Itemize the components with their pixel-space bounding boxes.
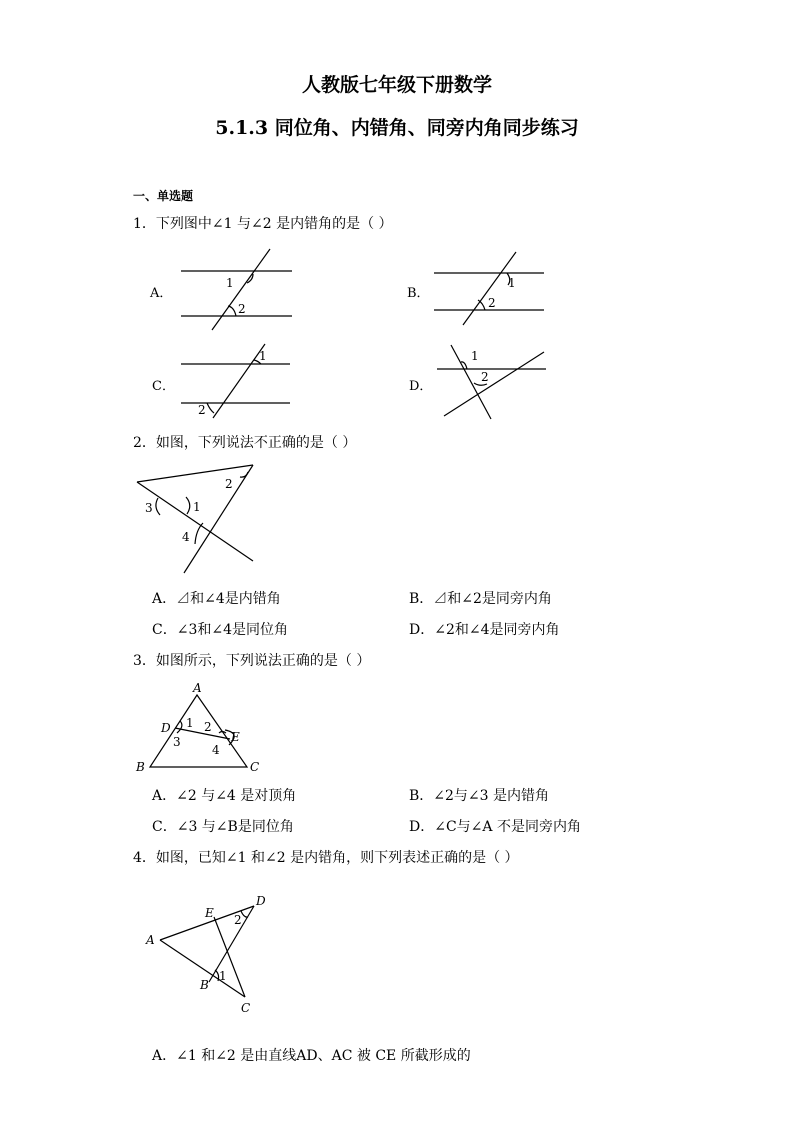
question-1-option-b[interactable]: B． bbox=[407, 286, 430, 301]
angle-label-1: 1 bbox=[471, 349, 479, 363]
question-3-option-b[interactable]: B．∠2与∠3 是内错角 bbox=[409, 788, 550, 804]
question-2-option-d[interactable]: D．∠2和∠4是同旁内角 bbox=[409, 622, 560, 638]
angle-label-1: 1 bbox=[259, 349, 267, 363]
question-4-stem: 4．如图，已知∠1 和∠2 是内错角，则下列表述正确的是（ ） bbox=[133, 850, 519, 866]
question-3-stem: 3．如图所示，下列说法正确的是（ ） bbox=[133, 653, 371, 669]
question-3-option-c[interactable]: C．∠3 与∠B是同位角 bbox=[152, 819, 294, 835]
angle-label-2: 2 bbox=[238, 302, 246, 316]
angle-label-4: 4 bbox=[182, 530, 190, 544]
point-label-a: A bbox=[193, 681, 202, 695]
point-label-b: B bbox=[200, 978, 209, 992]
angle-label-2: 2 bbox=[481, 370, 489, 384]
angle-label-3: 3 bbox=[173, 735, 181, 749]
question-2-option-c[interactable]: C．∠3和∠4是同位角 bbox=[152, 622, 288, 638]
question-1-stem: 1．下列图中∠1 与∠2 是内错角的是（ ） bbox=[133, 216, 393, 232]
angle-label-1: 1 bbox=[219, 969, 227, 983]
angle-label-2: 2 bbox=[225, 477, 233, 491]
angle-label-1: 1 bbox=[193, 500, 201, 514]
question-2-stem: 2．如图，下列说法不正确的是（ ） bbox=[133, 435, 357, 451]
section-heading: 一、单选题 bbox=[133, 189, 194, 203]
question-3-option-a[interactable]: A．∠2 与∠4 是对顶角 bbox=[152, 788, 297, 804]
page-subtitle: 5.1.3 同位角、内错角、同旁内角同步练习 bbox=[215, 117, 579, 139]
point-label-c: C bbox=[250, 760, 260, 774]
question-4-option-a[interactable]: A．∠1 和∠2 是由直线AD、AC 被 CE 所截形成的 bbox=[152, 1048, 471, 1064]
question-1-option-a[interactable]: A． bbox=[150, 286, 173, 301]
angle-label-4: 4 bbox=[212, 743, 220, 757]
point-label-d: D bbox=[256, 894, 266, 908]
angle-label-1: 1 bbox=[226, 276, 234, 290]
question-1-option-d[interactable]: D． bbox=[409, 379, 433, 394]
angle-label-2: 2 bbox=[198, 403, 206, 417]
question-3-option-d[interactable]: D．∠C与∠A 不是同旁内角 bbox=[409, 819, 581, 835]
point-label-e: E bbox=[231, 730, 240, 744]
page-title: 人教版七年级下册数学 bbox=[301, 74, 492, 96]
point-label-a: A bbox=[146, 933, 155, 947]
question-2-option-a[interactable]: A．⊿和∠4是内错角 bbox=[152, 591, 281, 607]
angle-label-2: 2 bbox=[204, 720, 212, 734]
point-label-d: D bbox=[161, 721, 171, 735]
point-label-e: E bbox=[205, 906, 214, 920]
point-label-c: C bbox=[241, 1001, 251, 1015]
angle-label-3: 3 bbox=[145, 501, 153, 515]
question-2-option-b[interactable]: B．⊿和∠2是同旁内角 bbox=[409, 591, 552, 607]
angle-label-1: 1 bbox=[508, 276, 516, 290]
point-label-b: B bbox=[136, 760, 145, 774]
angle-label-1: 1 bbox=[186, 716, 194, 730]
angle-label-2: 2 bbox=[488, 296, 496, 310]
question-1-option-c[interactable]: C． bbox=[152, 379, 175, 394]
angle-2-arc bbox=[241, 911, 248, 917]
angle-label-2: 2 bbox=[234, 913, 242, 927]
